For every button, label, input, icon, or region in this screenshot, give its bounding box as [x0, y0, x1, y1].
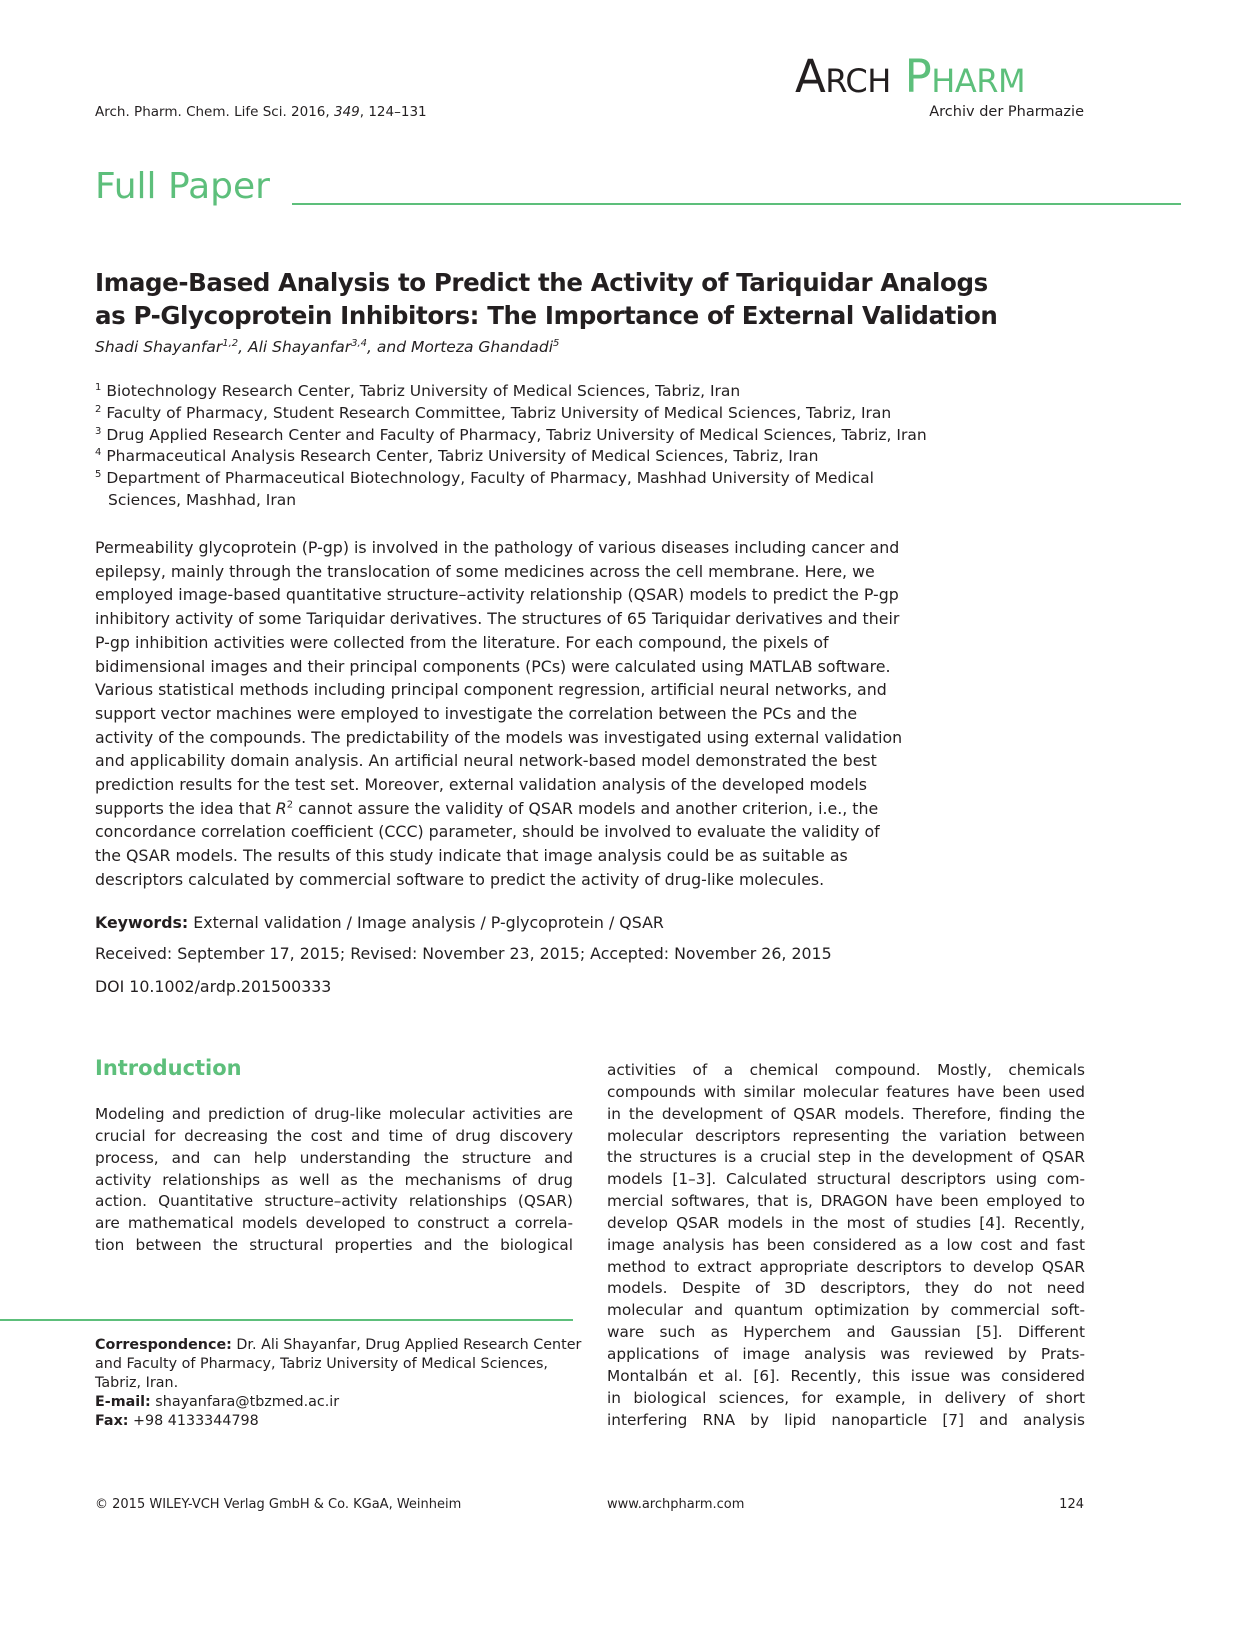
section-rule: [292, 203, 1181, 205]
body-text-line: interfering RNA by lipid nanoparticle [7] and analysis: [607, 1410, 1085, 1429]
citation-volume: 349: [333, 104, 360, 120]
affiliation-item: [95, 468, 927, 490]
doi[interactable]: DOI 10.1002/ardp.201500333: [95, 977, 332, 996]
body-text-line: are mathematical models developed to construct a correla-: [95, 1214, 573, 1233]
author-name: Shadi Shayanfar: [95, 338, 223, 356]
body-text-line: in the development of QSAR models. Therefore, finding the: [607, 1104, 1085, 1123]
body-text-line: molecular descriptors representing the variation between: [607, 1126, 1085, 1145]
affiliations: [95, 381, 927, 512]
body-text-line: tion between the structural properties and the biological: [95, 1236, 573, 1255]
author-affiliation-sup: 5: [553, 337, 560, 349]
abstract-line: employed image-based quantitative structure–activity relationship (QSAR) models to predict the P-gp: [95, 585, 899, 605]
citation-journal: Arch. Pharm. Chem. Life Sci. 2016,: [95, 104, 334, 120]
article-title: [95, 266, 997, 332]
affiliation-item: [95, 381, 927, 403]
email-link[interactable]: shayanfara@tbzmed.ac.ir: [150, 1394, 340, 1410]
body-text-line: Montalbán et al. [6]. Recently, this issue was considered: [607, 1366, 1085, 1385]
body-text-line: activities of a chemical compound. Mostly, chemicals: [607, 1061, 1085, 1079]
abstract-line: support vector machines were employed to investigate the correlation between the PCs and the: [95, 703, 858, 723]
abstract-line: P-gp inhibition activities were collected from the literature. For each compound, the pixels of: [95, 632, 829, 652]
section-label: Full Paper: [95, 166, 270, 207]
author-name: Ali Shayanfar: [247, 338, 352, 356]
body-text-line: action. Quantitative structure–activity relationships (QSAR): [95, 1192, 573, 1211]
abstract-line: and applicability domain analysis. An artificial neural network-based model demonstrated the best: [95, 751, 877, 771]
body-text-line: crucial for decreasing the cost and time of drug discovery: [95, 1126, 573, 1145]
body-text-line: mercial softwares, that is, DRAGON have been employed to: [607, 1192, 1085, 1211]
keywords-text: External validation / Image analysis / P-glycoprotein / QSAR: [193, 913, 664, 932]
citation-pages: , 124–131: [359, 104, 427, 120]
correspondence-label: Correspondence:: [95, 1337, 232, 1353]
abstract-line: descriptors calculated by commercial software to predict the activity of drug-like molecules.: [95, 869, 825, 889]
correspondence-line: Dr. Ali Shayanfar, Drug Applied Research Center: [231, 1337, 582, 1353]
intro-right-column: [607, 1060, 1085, 1431]
body-text-line: the structures is a crucial step in the development of QSAR: [607, 1148, 1085, 1167]
abstract: [95, 536, 902, 892]
affiliation-text: Department of Pharmaceutical Biotechnology, Faculty of Pharmacy, Mashhad University of Medical: [106, 469, 874, 488]
abstract-line: inhibitory activity of some Tariquidar derivatives. The structures of 65 Tariquidar derivatives and their: [95, 609, 900, 629]
journal-logo: [795, 50, 1025, 103]
logo-subtitle: Archiv der Pharmazie: [929, 104, 1084, 120]
footnote-rule: [0, 1319, 573, 1321]
body-text-line: Modeling and prediction of drug-like molecular activities are: [95, 1105, 573, 1123]
abstract-segment: R: [275, 798, 287, 818]
abstract-line: [95, 797, 902, 821]
footer-url[interactable]: www.archpharm.com: [607, 1497, 745, 1512]
logo-arch: Arch: [795, 50, 891, 103]
title-line: as P-Glycoprotein Inhibitors: The Importance of External Validation: [95, 301, 998, 330]
abstract-line: Permeability glycoprotein (P-gp) is involved in the pathology of various diseases including cancer and: [95, 538, 900, 557]
body-text-line: in biological sciences, for example, in delivery of short: [607, 1388, 1085, 1407]
author-separator: ,: [238, 338, 248, 356]
abstract-line: the QSAR models. The results of this study indicate that image analysis could be as suitable as: [95, 846, 848, 866]
affiliation-item: [95, 403, 927, 425]
affiliation-item: [95, 425, 927, 447]
author-list: [95, 338, 559, 356]
affiliation-text: Drug Applied Research Center and Faculty of Pharmacy, Tabriz University of Medical Sciences, Tabriz, Iran: [106, 425, 927, 444]
abstract-segment: 2: [286, 799, 294, 811]
body-text-line: applications of image analysis was reviewed by Prats-: [607, 1344, 1085, 1363]
title-line: Image-Based Analysis to Predict the Activity of Tariquidar Analogs: [95, 268, 988, 297]
correspondence: [95, 1336, 581, 1431]
fax-number: +98 4133344798: [128, 1413, 259, 1429]
affiliation-text: Faculty of Pharmacy, Student Research Committee, Tabriz University of Medical Sciences, Tabriz, Iran: [106, 403, 892, 422]
abstract-line: concordance correlation coefficient (CCC) parameter, should be involved to evaluate the validity of: [95, 822, 880, 842]
keywords-label: Keywords:: [95, 913, 189, 932]
journal-citation: [95, 104, 427, 120]
abstract-line: prediction results for the test set. Moreover, external validation analysis of the developed models: [95, 775, 867, 795]
body-text-line: molecular and quantum optimization by commercial soft-: [607, 1301, 1085, 1320]
abstract-segment: cannot assure the validity of QSAR models and another criterion, i.e., the: [293, 798, 879, 818]
author-name: Morteza Ghandadi: [410, 338, 554, 356]
abstract-line: bidimensional images and their principal components (PCs) were calculated using MATLAB software.: [95, 656, 891, 676]
affiliation-text: Pharmaceutical Analysis Research Center, Tabriz University of Medical Sciences, Tabriz, Iran: [106, 447, 819, 466]
introduction-heading: Introduction: [95, 1056, 242, 1080]
affiliation-number: 1: [95, 381, 102, 393]
correspondence-line: and Faculty of Pharmacy, Tabriz University of Medical Sciences,: [95, 1356, 548, 1372]
affiliation-number: 5: [95, 469, 102, 481]
logo-pharm: Pharm: [904, 50, 1026, 103]
abstract-line: epilepsy, mainly through the translocation of some medicines across the cell membrane. Here, we: [95, 561, 875, 581]
page-number: 124: [1059, 1497, 1084, 1512]
body-text-line: activity relationships as well as the mechanisms of drug: [95, 1170, 573, 1189]
body-text-line: ware such as Hyperchem and Gaussian [5]. Different: [607, 1323, 1085, 1342]
body-text-line: develop QSAR models in the most of studies [4]. Recently,: [607, 1213, 1085, 1232]
keywords: [95, 913, 664, 932]
abstract-line: activity of the compounds. The predictability of the models was investigated using external validation: [95, 727, 903, 747]
body-text-line: image analysis has been considered as a low cost and fast: [607, 1235, 1085, 1254]
email-label: E-mail:: [95, 1394, 151, 1410]
body-text-line: method to extract appropriate descriptors to develop QSAR: [607, 1257, 1085, 1276]
affiliation-number: 4: [95, 447, 102, 459]
author-affiliation-sup: 3,4: [351, 337, 368, 349]
affiliation-item: [95, 446, 927, 468]
author-affiliation-sup: 1,2: [222, 337, 239, 349]
fax-label: Fax:: [95, 1413, 129, 1429]
abstract-line: Various statistical methods including principal component regression, artificial neural networks, and: [95, 680, 887, 700]
affiliation-continuation: Sciences, Mashhad, Iran: [108, 490, 297, 509]
body-text-line: process, and can help understanding the structure and: [95, 1148, 573, 1167]
affiliation-text: Biotechnology Research Center, Tabriz University of Medical Sciences, Tabriz, Iran: [106, 382, 741, 400]
correspondence-line: Tabriz, Iran.: [95, 1375, 179, 1391]
intro-left-column: [95, 1104, 573, 1257]
article-dates: Received: September 17, 2015; Revised: November 23, 2015; Accepted: November 26, 2015: [95, 944, 832, 963]
body-text-line: models. Despite of 3D descriptors, they do not need: [607, 1279, 1085, 1298]
body-text-line: compounds with similar molecular features have been used: [607, 1082, 1085, 1101]
affiliation-number: 3: [95, 425, 102, 437]
affiliation-number: 2: [95, 403, 102, 415]
author-separator: , and: [367, 338, 411, 356]
abstract-segment: supports the idea that: [95, 798, 276, 818]
body-text-line: models [1–3]. Calculated structural descriptors using com-: [607, 1170, 1085, 1189]
footer-copyright: © 2015 WILEY-VCH Verlag GmbH & Co. KGaA, Weinheim: [95, 1497, 462, 1512]
